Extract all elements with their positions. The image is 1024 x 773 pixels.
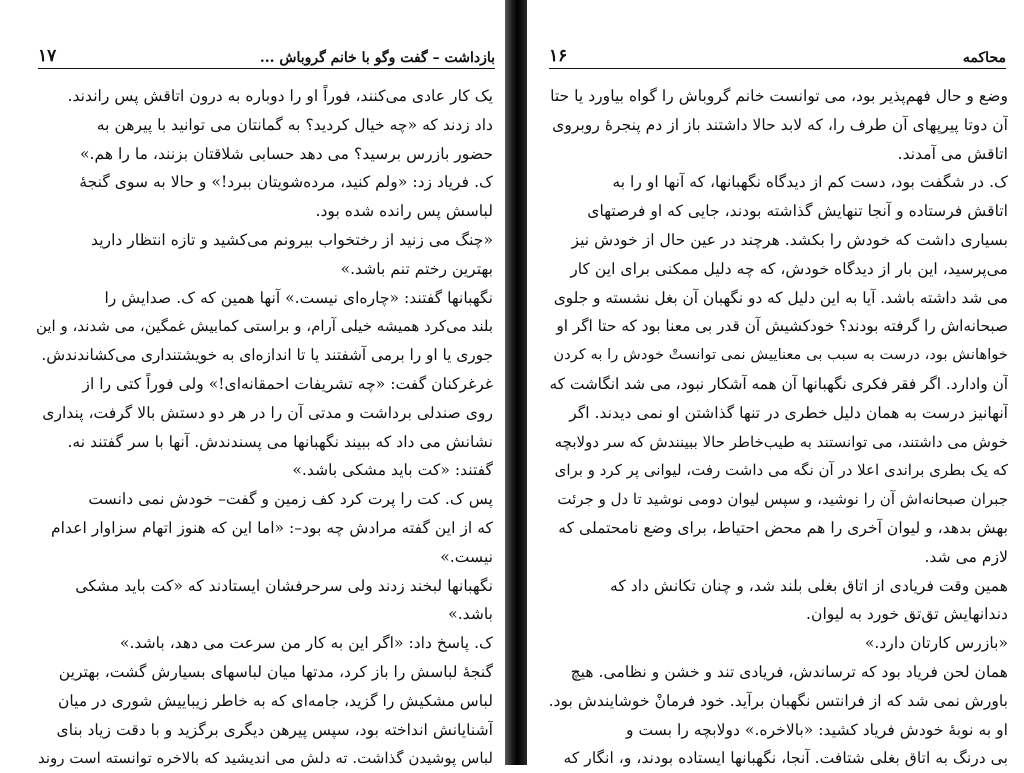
text-line: که یک بطری براندی اعلا در آن نگه می داشت رفت، لیوانی پر کرد و برای [554,461,1008,480]
text-line: وضع و حال فهم‌پذیر بود، می توانست خانم گروباش را گواه بیاورد یا حتا [550,87,1008,105]
text-line: روی صندلی برداشت و مدتی آن را در هر دو دستش بالا گرفت، پنداری [42,403,493,422]
text-line: بهترین رختم تنم باشد.» [340,259,493,278]
text-line: خواهانش بود، درست به سبب بی معناییش نمی توانستْ خودش را به کردن [553,346,1008,364]
text-line: بلند می‌کرد همیشه خیلی آرام، و براستی کمابیش غمگین، می شدند، و این [35,317,493,336]
text-line: بهش بدهد، و لیوان آخری را هم محض احتیاط، برای وضع نامحتملی که [558,518,1008,537]
text-line: گفتند: «کت باید مشکی باشد.» [292,461,493,480]
left-page-header [38,40,495,69]
left-header-title: بازداشت – گفت وگو با خانم گروباش ... [259,50,495,66]
text-line: پس ک. کت را پرت کرد کف زمین و گفت– خودش نمی دانست [88,490,493,509]
text-line: صبحانه‌اش را گرفته بودند؟ خودکشیش آن قدر بی معنا بود که حتا اگر او [556,317,1008,336]
text-line: آنهانیز درست به همان دلیل خطری در تنها گذاشتن او نمی دیدند. اگر [569,403,1008,422]
text-line: همین وقت فریادی از اتاق بغلی بلند شد، و چنان تکانش داد که [610,576,1008,595]
text-line: لباس پوشیدن گذاشت. ته دلش می اندیشید که بالاخره توانسته است روند [38,749,493,768]
text-line: اتاقش می آمدند. [897,144,1008,163]
text-line: «چنگ می زنید از رختخواب بیرونم می‌کشید و تازه انتظار دارید [91,230,493,249]
text-line: باشد.» [448,605,493,624]
right-page-header [549,40,1006,69]
text-line: آن وادارد. اگر فقر فکری نگهبانها آن همه آشکار نبود، می شد انگاشت که [549,374,1008,393]
text-line: لازم می شد. [924,547,1008,566]
left-page-number: ۱۷ [38,46,57,66]
text-line: نشانش می داد که ببیند نگهبانها می پسندندش. آنها با سر گفتند نه. [67,432,493,451]
text-line: همان لحن فریاد بود که ترساندش، فریادی تند و خشن و نظامی. هیچ [570,662,1008,681]
text-line: گنجهٔ لباسش را باز کرد، مدتها میان لباسهای بسیارش گشت، بهترین [58,662,493,681]
text-line: آن دوتا پیرپهای آن طرف را، که لابد حالا داشتند باز از دم پنجرهٔ روبروی [552,115,1008,134]
text-line: می‌پرسید، این بار از دیدگاه خودش، که چه دلیل ممکنی برای این کار [570,259,1008,278]
text-line: ک. پاسخ داد: «اگر این به کار من سرعت می دهد، باشد.» [119,634,493,653]
text-line: حضور بازرس برسید؟ می دهد حسابی شلاقتان بزنند، ما را هم.» [79,144,493,163]
text-line: لباس مشکیش را گزید، جامه‌ای که به خاطر زیباییش شوری در میان [57,691,493,710]
right-page-body-text [549,82,1008,773]
text-line: بی درنگ به اتاق بغلی شتافت. آنجا، نگهبانها ایستاده بودند، و، انگار که [563,749,1008,768]
text-line: لباسش پس رانده شده بود. [315,202,493,221]
text-line: که از این گفته مرادش چه بود–: «اما این که هنوز اتهام سزاوار اعدام [51,518,493,537]
right-header-title: محاکمه [962,50,1006,66]
text-line: باورش نمی شد که از فرانتس نگهبان برآید. خود فرمانْ خوشایندش بود. [549,691,1008,710]
text-line: می شد داشته باشد. آیا به این دلیل که دو نگهبان آن بغل نشسته و جلوی [553,288,1008,307]
book-gutter [505,0,527,765]
left-page-body-text [34,82,493,773]
text-line: نگهبانها لبخند زدند ولی سرحرفشان ایستادند که «کت باید مشکی [75,576,493,595]
left-page [0,0,505,768]
text-line: نگهبانها گفتند: «چاره‌ای نیست.» آنها همین که ک. صدایش را [104,288,493,307]
text-line: «بازرس کارتان دارد.» [864,634,1008,653]
text-line: دندانهایش تق‌تق خورد به لیوان. [806,605,1008,624]
text-line: داد زدند که «چه خیال کردید؟ به گمانتان می توانید با پیرهن به [96,115,493,134]
text-line: آشنایانش انداخته بود، سپس پیرهن دیگری برگزید و با دقت زیاد بنای [56,720,493,739]
right-page [527,0,1024,768]
text-line: غرغرکنان گفت: «چه تشریفات احمقانه‌ای!» ولی فوراً کتی را از [82,374,493,393]
text-line: خوش می داشتند، می توانستند به طیب‌خاطر حالا ببینندش که سر دولابچه [554,432,1008,451]
text-line: بسیاری داشت که خودش را بکشد. هرچند در عین حال از خودش نیز [571,230,1008,249]
right-page-number: ۱۶ [549,46,568,66]
text-line: جبران صبحانه‌اش آن را نوشید، و سپس لیوان دومی نوشید تا دل و جرئت [557,490,1008,509]
text-line: ک. فریاد زد: «ولم کنید، مرده‌شویتان ببرد!» و حالا به سوی گنجهٔ [79,173,493,192]
text-line: اتاقش فرستاده و آنجا تنهایش گذاشته بودند، جایی که او فرصتهای [587,202,1008,221]
text-line: ک. در شگفت بود، دست کم از دیدگاه نگهبانها، که آنها او را به [612,173,1008,192]
text-line: او به نوبهٔ خودش فریاد کشید: «بالاخره.» دولابچه را بست و [625,720,1008,739]
text-line: نیست.» [440,547,493,566]
text-line: جوری یا او را برمی آشفتند یا تا اندازه‌ای به خویشتنداری می‌کشاندندش. [41,346,493,365]
text-line: یک کار عادی می‌کنند، فوراً او را دوباره به درون اتاقش پس راندند. [67,87,493,105]
